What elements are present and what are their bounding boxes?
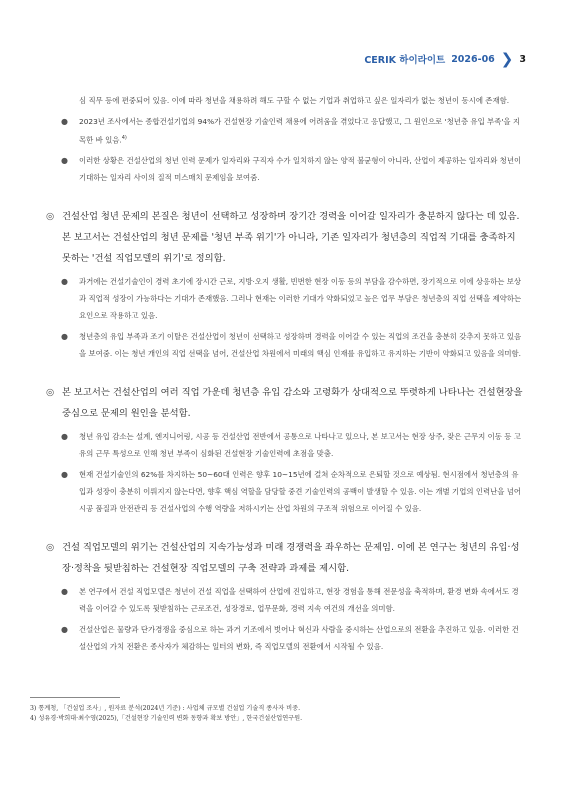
section-text: 건설 직업모델의 위기는 건설산업의 지속가능성과 미래 경쟁력을 좌우하는 문제임. 이에 본 연구는 청년의 유입·성장·정착을 뒷받침하는 건설현장 직업모델의 구축 전략과 과제를 제시함. — [62, 542, 520, 575]
bullet-icon: ● — [61, 432, 68, 442]
bullet-text: 본 연구에서 건설 직업모델은 청년이 건설 직업을 선택하여 산업에 진입하고, 현장 경험을 통해 전문성을 축적하며, 환경 변화 속에서도 경력을 이어갈 수 있도록 뒷받침하는 근로조건, 성장경로, 업무문화, 경력 지속 여건의 개선을 의미함. — [79, 587, 519, 614]
section-text: 건설산업 청년 문제의 본질은 청년이 선택하고 성장하며 장기간 경력을 이어갈 일자리가 충분하지 않다는 데 있음. 본 보고서는 건설산업의 청년 문제를 '청년 부족 위기'가 아니라, 기존 일자리가 청년층의 직업적 기대를 충족하지 못하는 '건설 직업모델의 위기'로 정의함. — [62, 211, 520, 265]
footnote-3: 3) 통계청, 「건설업 조사」, 원자료 분석(2024년 기준) : 사업체 규모별 건설업 기술직 종사자 비중. — [30, 705, 301, 712]
list-item — [46, 466, 524, 517]
bullet-text: 청년층의 유입 부족과 조기 이탈은 건설산업이 청년이 선택하고 성장하며 경력을 이어갈 수 있는 직업의 조건을 충분히 갖추지 못하고 있음을 보여줌. 이는 청년 개인의 직업 선택을 넘어, 건설산업 차원에서 미래의 핵심 인재를 유입하고 유지하는 기반이 약화되고 있음을 의미함. — [79, 332, 522, 359]
bullet-text: 건설산업은 물량과 단가경쟁을 중심으로 하는 과거 기조에서 벗어나 혁신과 사람을 중시하는 산업으로의 전환을 추진하고 있음. 이러한 건설산업의 가치 전환은 종사자가 체감하는 일터의 변화, 즉 직업모델의 전환에서 시작될 수 있음. — [79, 625, 519, 652]
bullet-text: 이러한 상황은 건설산업의 청년 인력 문제가 일자리와 구직자 수가 일치하지 않는 양적 불균형이 아니라, 산업이 제공하는 일자리와 청년이 기대하는 일자리 사이의 질적 미스매치 문제임을 보여줌. — [79, 156, 522, 183]
list-item — [46, 428, 524, 462]
bullet-icon: ● — [61, 117, 68, 126]
brand-label: CERIK 하이라이트 — [364, 55, 446, 66]
issue-label: 2026-06 — [451, 53, 495, 65]
section-paragraph — [46, 537, 524, 579]
double-circle-icon: ◎ — [46, 387, 55, 399]
page-number: 3 — [519, 53, 526, 65]
bullet-text: 현재 건설기술인의 62%를 차지하는 50~60대 인력은 향후 10~15년에 걸쳐 순차적으로 은퇴할 것으로 예상됨. 현시점에서 청년층의 유입과 성장이 충분히 이뤄지지 않는다면, 향후 핵심 역할을 담당할 중견 기술인력의 공백이 발생할 수 있음. 이는 개별 기업의 인력난을 넘어 시공 품질과 안전관리 등 건설사업의 수행 역량을 저하시키는 산업 차원의 구조적 위험으로 이어질 수 있음. — [79, 470, 522, 514]
list-item — [46, 113, 524, 148]
bullet-text: 과거에는 건설기술인이 경력 초기에 장시간 근로, 지방·오지 생활, 빈번한 현장 이동 등의 부담을 감수하면, 장기적으로 이에 상응하는 보상과 직업적 성장이 가능하다는 기대가 존재했음. 그러나 현재는 이러한 기대가 약화되었고 높은 업무 부담은 청년층의 직업 선택을 제약하는 요인으로 작용하고 있음. — [79, 277, 522, 321]
bullet-text: 2023년 조사에서는 종합건설기업의 94%가 건설현장 기술인력 채용에 어려움을 겪었다고 응답했고, 그 원인으로 '청년층 유입 부족'을 지목한 바 있음. — [79, 117, 520, 145]
bullet-icon: ● — [61, 277, 68, 287]
bullet-icon: ● — [61, 156, 68, 166]
footnote-4: 4) 성유경·박희대·최수영(2025),「건설현장 기술인력 변화 동향과 확보 방안」, 한국건설산업연구원. — [30, 715, 303, 722]
list-item — [46, 328, 524, 362]
list-item — [46, 583, 524, 617]
footnote-ref: 4) — [121, 135, 127, 141]
bullet-icon: ● — [61, 470, 68, 480]
list-item — [46, 621, 524, 655]
bullet-text: 청년 유입 감소는 설계, 엔지니어링, 시공 등 건설산업 전반에서 공통으로 나타나고 있으나, 본 보고서는 현장 상주, 잦은 근무지 이동 등 고유의 근무 특성으로 인해 청년 부족이 심화된 건설현장 기술인력에 초점을 맞춤. — [79, 432, 521, 459]
footnotes — [30, 697, 530, 724]
continuation-paragraph: 심 직무 등에 편중되어 있음. 이에 따라 청년을 채용하려 해도 구할 수 없는 기업과 취업하고 싶은 일자리가 없는 청년이 동시에 존재함. — [79, 96, 510, 105]
footnote-divider — [30, 697, 120, 698]
double-circle-icon: ◎ — [46, 542, 55, 554]
section-paragraph — [46, 382, 524, 424]
double-circle-icon: ◎ — [46, 211, 55, 223]
chevron-right-icon: ❯ — [500, 50, 514, 68]
section-text: 본 보고서는 건설산업의 여러 직업 가운데 청년층 유입 감소와 고령화가 상대적으로 뚜렷하게 나타나는 건설현장을 중심으로 문제의 원인을 분석함. — [62, 387, 523, 420]
list-item — [46, 273, 524, 324]
list-item — [46, 152, 524, 186]
bullet-icon: ● — [61, 587, 68, 597]
bullet-icon: ● — [61, 625, 68, 635]
body-content — [46, 92, 524, 655]
bullet-icon: ● — [61, 332, 68, 342]
section-paragraph — [46, 206, 524, 269]
page-header — [364, 52, 526, 66]
